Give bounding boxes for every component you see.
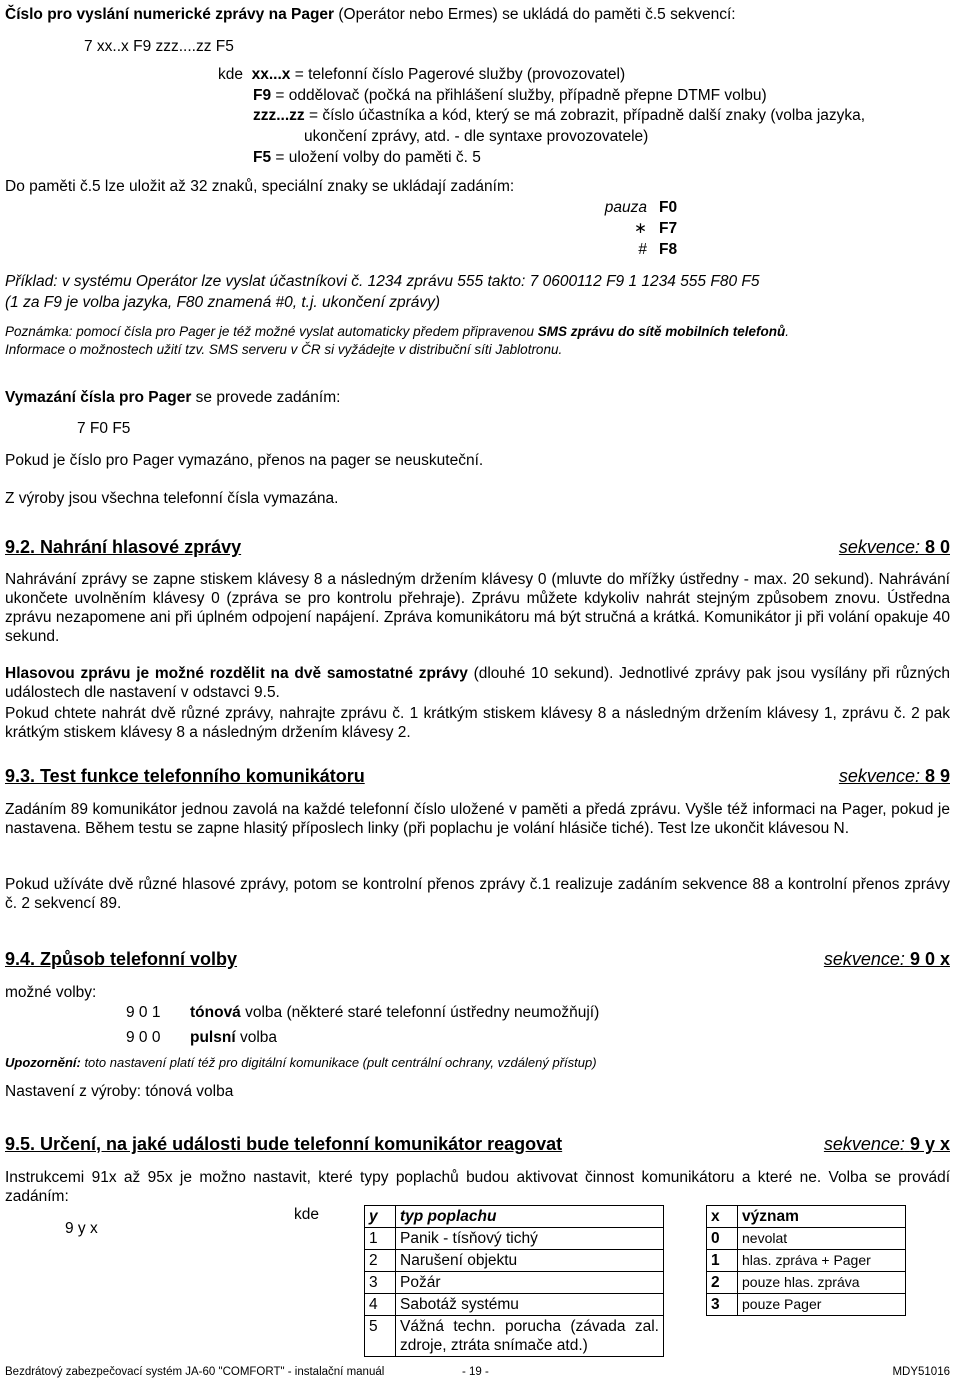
alarm-type-name: Narušení objektu (396, 1250, 664, 1272)
special-key-f8: F8 (659, 241, 678, 258)
erase-heading: Vymazání čísla pro Pager se provede zadáním: (5, 389, 341, 406)
section-9-3-para-1: Zadáním 89 komunikátor jednou zavolá na každé telefonní číslo uložené v paměti a předá zprávu. Vyšle též informaci na Pager, pokud je nastavena. Během testu se zapne hlasitý příposlech linky (při poplachu je volání hlásiče tiché). Test lze ukončit klávesou N. (5, 801, 950, 837)
alarm-type-header-y: y (365, 1206, 396, 1228)
section-9-2-title: 9.2. Nahrání hlasové zprávy (5, 537, 242, 557)
table-row (365, 1250, 664, 1272)
section-9-5-heading (5, 1134, 950, 1156)
action-meaning: pouze Pager (738, 1294, 906, 1316)
pager-def-xx: kde xx...x = telefonní číslo Pagerové služby (provozovatel) (218, 66, 626, 83)
section-9-5-title: 9.5. Určení, na jaké události bude telefonní komunikátor reagovat (5, 1134, 563, 1154)
alarm-type-code: 4 (365, 1294, 396, 1316)
alarm-type-header-name: typ poplachu (396, 1206, 664, 1228)
alarm-type-name: Vážná techn. porucha (závada zal. zdroje, ztráta snímače atd.) (396, 1316, 664, 1357)
footer-doc-code: MDY51016 (892, 1366, 950, 1378)
alarm-type-name: Panik - tísňový tichý (396, 1228, 664, 1250)
alarm-type-code: 2 (365, 1250, 396, 1272)
action-header-row (707, 1206, 906, 1228)
alarm-type-code: 5 (365, 1316, 396, 1357)
section-9-4-sequence: sekvence: 9 0 x (823, 949, 950, 969)
table-row (707, 1250, 906, 1272)
action-meaning: pouze hlas. zpráva (738, 1272, 906, 1294)
dial-option-2-code: 9 0 0 (126, 1029, 161, 1046)
example-line-2: (1 za F9 je volba jazyka, F80 znamená #0, t.j. ukončení zprávy) (5, 294, 441, 311)
action-code: 0 (707, 1228, 738, 1250)
table-row (707, 1294, 906, 1316)
pager-heading: Číslo pro vyslání numerické zprávy na Pager (Operátor nebo Ermes) se ukládá do paměti č.5 sekvencí: (5, 6, 736, 23)
alarm-type-code: 1 (365, 1228, 396, 1250)
pager-def-f5: F5 = uložení volby do paměti č. 5 (253, 149, 481, 166)
section-9-5-para-1: Instrukcemi 91x až 95x je možno nastavit, které typy poplachů budou aktivovat činnost komunikátoru a které ne. Volba se provádí zadáním: (5, 1169, 950, 1205)
section-9-3-para-2: Pokud užíváte dvě různé hlasové zprávy, potom se kontrolní přenos zprávy č.1 realizuje zadáním sekvence 88 a kontrolní přenos zprávy č. 2 sekvencí 89. (5, 876, 950, 912)
table-row (707, 1228, 906, 1250)
special-key-f7: F7 (659, 220, 678, 237)
dial-factory-setting: Nastavení z výroby: tónová volba (5, 1083, 234, 1100)
memory-line: Do paměti č.5 lze uložit až 32 znaků, speciální znaky se ukládají zadáním: (5, 178, 515, 195)
dial-option-1-text: tónová volba (některé staré telefonní ústředny neumožňují) (190, 1004, 600, 1021)
action-meaning: hlas. zpráva + Pager (738, 1250, 906, 1272)
footer-title: Bezdrátový zabezpečovací systém JA-60 "COMFORT" - instalační manuál (5, 1366, 385, 1378)
table-row (365, 1228, 664, 1250)
dial-options-label: možné volby: (5, 984, 97, 1001)
section-9-3-title: 9.3. Test funkce telefonního komunikátoru (5, 766, 365, 786)
dial-warning: Upozornění: toto nastavení platí též pro digitální komunikace (pult centrální ochrany, vzdálený přístup) (5, 1055, 597, 1070)
section-9-4-title: 9.4. Způsob telefonní volby (5, 949, 238, 969)
action-code: 3 (707, 1294, 738, 1316)
pager-def-zz-cont: ukončení zprávy, atd. - dle syntaxe provozovatele) (304, 128, 649, 145)
alarm-type-table (364, 1205, 664, 1357)
pager-def-f9: F9 = oddělovač (počká na přihlášení služby, případně přepne DTMF volbu) (253, 87, 767, 104)
section-9-2-para-3: Pokud chtete nahrát dvě různé zprávy, nahrajte zprávu č. 1 krátkým stiskem klávesy 8 a následným držením klávesy 1, zprávu č. 2 pak krátkým stiskem klávesy 8 a následným držením klávesy 2. (5, 705, 950, 741)
action-header-meaning: význam (738, 1206, 906, 1228)
special-key-f0: F0 (659, 199, 678, 216)
dial-option-1-code: 9 0 1 (126, 1004, 161, 1021)
section-9-3-sequence: sekvence: 8 9 (838, 766, 950, 786)
alarm-type-code: 3 (365, 1272, 396, 1294)
section-9-3-heading (5, 766, 950, 788)
example-line-1: Příklad: v systému Operátor lze vyslat účastníkovi č. 1234 zprávu 555 takto: 7 0600112 F9 1 1234 555 F80 F5 (5, 273, 760, 290)
footer-page-number: - 19 - (462, 1366, 489, 1378)
erase-text-2: Z výroby jsou všechna telefonní čísla vymazána. (5, 490, 339, 507)
alarm-type-name: Sabotáž systému (396, 1294, 664, 1316)
action-meaning: nevolat (738, 1228, 906, 1250)
special-name-pauza: pauza (604, 199, 647, 216)
special-name-star: ∗ (634, 220, 647, 237)
section-9-4-heading (5, 949, 950, 971)
table-row (365, 1294, 664, 1316)
table-row (707, 1272, 906, 1294)
sms-note: Poznámka: pomocí čísla pro Pager je též možné vyslat automaticky předem připravenou SMS zprávu do sítě mobilních telefonů. (5, 324, 790, 339)
erase-text-1: Pokud je číslo pro Pager vymazáno, přenos na pager se neuskuteční. (5, 452, 484, 469)
dial-option-2-text: pulsní volba (190, 1029, 278, 1046)
pager-def-zz: zzz...zz = číslo účastníka a kód, který se má zobrazit, případně další znaky (volba jazyka, (253, 107, 866, 124)
table-row (365, 1272, 664, 1294)
section-9-2-sequence: sekvence: 8 0 (838, 537, 950, 557)
section-9-2-para-2: Hlasovou zprávu je možné rozdělit na dvě samostatné zprávy (dlouhé 10 sekund). Jednotlivé zprávy pak jsou vysílány při různých událostech dle nastavení v odstavci 9.5. (5, 665, 950, 701)
alarm-type-header-row (365, 1206, 664, 1228)
erase-code: 7 F0 F5 (77, 420, 131, 437)
action-header-x: x (707, 1206, 738, 1228)
action-code: 2 (707, 1272, 738, 1294)
special-name-hash: # (638, 241, 647, 258)
action-code: 1 (707, 1250, 738, 1272)
section-9-2-heading (5, 537, 950, 559)
pager-sequence: 7 xx..x F9 zzz....zz F5 (84, 38, 234, 55)
section-9-5-code: 9 y x (65, 1220, 98, 1237)
section-9-5-sequence: sekvence: 9 y x (823, 1134, 950, 1154)
section-9-2-para-1: Nahrávání zprávy se zapne stiskem klávesy 8 a následným držením klávesy 0 (mluvte do mřížky ústředny - max. 20 sekund). Nahrávání ukončete uvolněním klávesy 0 (zpráva se pro kontrolu přehraje). Zprávu můžete kdykoliv nahrát stejným způsobem znovu. Ústředna zprávu nezapomene ani při úplném odpojení napájení. Zpráva komunikátoru má být stručná a krátká. Komunikátor ji při volání opakuje 40 sekund. (5, 571, 950, 645)
section-9-5-kde: kde (294, 1206, 319, 1223)
alarm-type-name: Požár (396, 1272, 664, 1294)
table-row (365, 1316, 664, 1357)
sms-info: Informace o možnostech užití tzv. SMS serveru v ČR si vyžádejte v distribuční síti Jablotronu. (5, 342, 563, 357)
action-table (706, 1205, 906, 1316)
